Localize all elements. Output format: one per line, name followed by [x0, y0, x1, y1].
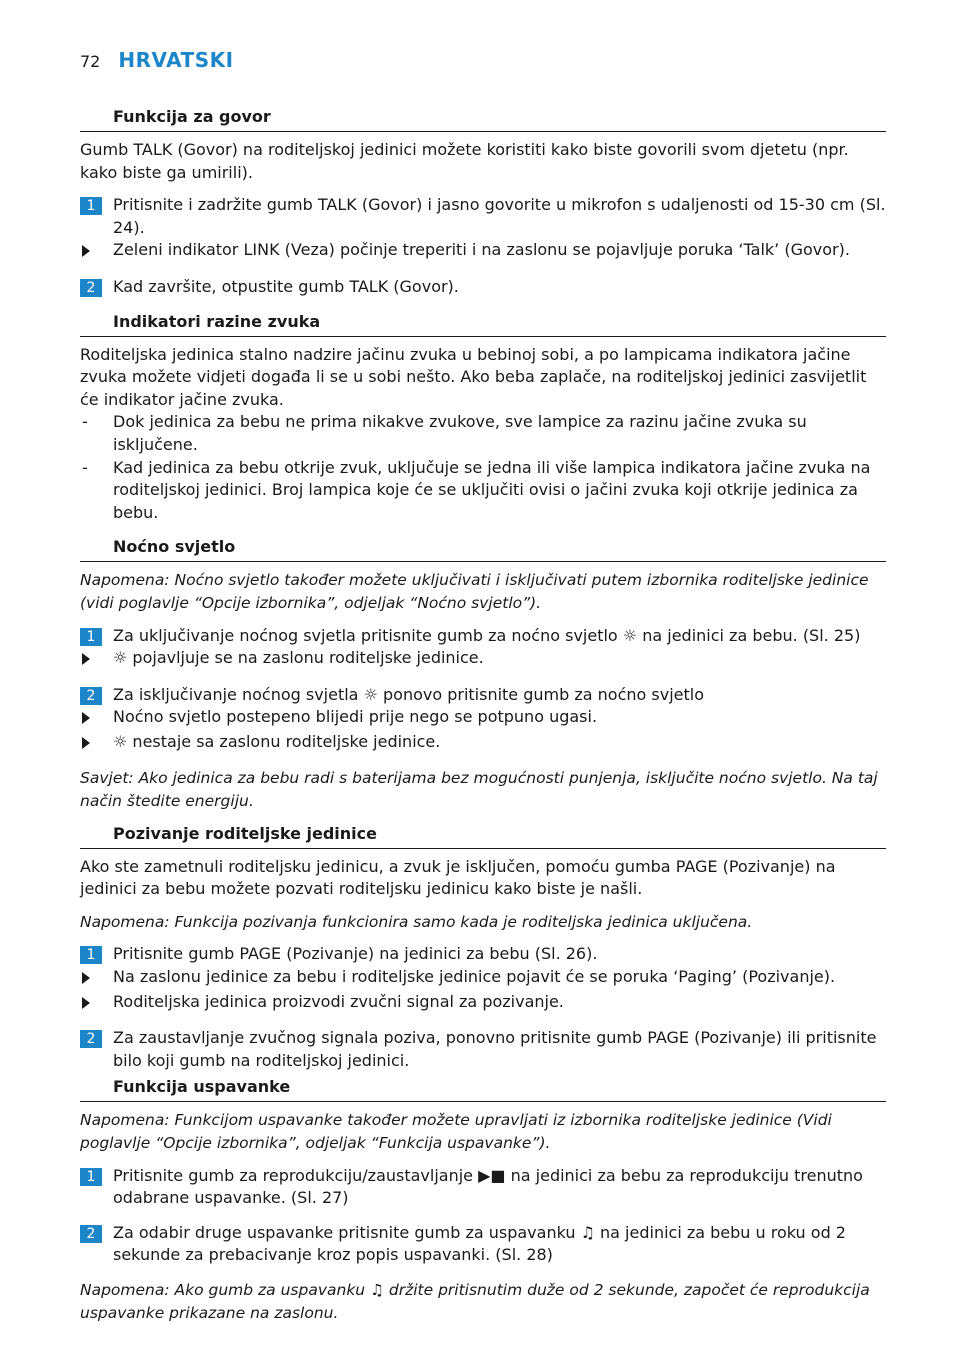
page-header [80, 48, 234, 74]
step-text: Za zaustavljanje zvučnog signala poziva, ponovno pritisnite gumb PAGE (Pozivanje) ili pritisnite bilo koji gumb na roditeljskoj jedinici. [113, 1028, 877, 1070]
step-item [80, 276, 886, 299]
section-intro: Roditeljska jedinica stalno nadzire jačinu zvuka u bebinoj sobi, a po lampicama indikatora jačine zvuka možete vidjeti događa li se u sobi nešto. Ako beba zaplače, na roditeljskoj jedinici zasvijetlit će indikator jačine zvuka. [80, 344, 867, 409]
result-arrow-icon [82, 972, 90, 984]
step-number: 1 [80, 946, 102, 964]
section-note: Napomena: Noćno svjetlo također možete uključivati i isključivati putem izbornika roditeljske jedinice (vidi poglavlje “Opcije izbornika”, odjeljak “Noćno svjetlo”). [80, 571, 869, 612]
result-text: ☼ nestaje sa zaslonu roditeljske jedinice. [113, 731, 441, 751]
section-note: Napomena: Funkcijom uspavanke također možete upravljati iz izbornika roditeljske jedinice (Vidi poglavlje “Opcije izbornika”, odjeljak “Funkcija uspavanke”). [80, 1111, 832, 1152]
result-item [80, 239, 886, 264]
section-note: Napomena: Ako gumb za uspavanku ♫ držite pritisnutim duže od 2 sekunde, započet će reprodukcija uspavanke prikazane na zaslonu. [80, 1280, 870, 1322]
result-arrow-icon [82, 997, 90, 1009]
result-arrow-icon [82, 737, 90, 749]
result-arrow-icon [82, 245, 90, 257]
section-title-talk: Funkcija za govor [80, 106, 886, 132]
step-number: 2 [80, 279, 102, 297]
result-text: Roditeljska jedinica proizvodi zvučni signal za pozivanje. [113, 991, 564, 1011]
page-number: 72 [80, 52, 101, 71]
section-title-sound-levels: Indikatori razine zvuka [80, 311, 886, 337]
step-text: Pritisnite gumb PAGE (Pozivanje) na jedinici za bebu (Sl. 26). [113, 944, 598, 964]
language-title: HRVATSKI [118, 48, 234, 72]
result-text: ☼ pojavljuje se na zaslonu roditeljske jedinice. [113, 648, 484, 668]
step-text: Za odabir druge uspavanke pritisnite gumb za uspavanku ♫ na jedinici za bebu u roku od 2 sekunde za prebacivanje kroz popis uspavanki. (Sl. 28) [113, 1222, 846, 1265]
result-item [80, 966, 886, 991]
step-item [80, 1027, 886, 1072]
step-text: Pritisnite gumb za reprodukciju/zaustavljanje ▶■ na jedinici za bebu za reprodukciju trenutno odabrane uspavanke. (Sl. 27) [113, 1165, 863, 1208]
section-title-paging: Pozivanje roditeljske jedinice [80, 823, 886, 849]
dash-item [80, 457, 886, 525]
section-title-lullaby: Funkcija uspavanke [80, 1076, 886, 1102]
step-item [80, 625, 886, 648]
step-text: Kad završite, otpustite gumb TALK (Govor). [113, 276, 459, 296]
section-note: Napomena: Funkcija pozivanja funkcionira samo kada je roditeljska jedinica uključena. [80, 912, 753, 931]
result-item [80, 991, 886, 1016]
result-item [80, 706, 886, 731]
dash-bullet: - [82, 412, 88, 432]
dash-text: Dok jedinica za bebu ne prima nikakve zvukove, sve lampice za razinu jačine zvuka su isključene. [113, 412, 807, 454]
step-text: Pritisnite i zadržite gumb TALK (Govor) i jasno govorite u mikrofon s udaljenosti od 15-30 cm (Sl. 24). [113, 195, 886, 237]
step-text: Za isključivanje noćnog svjetla ☼ ponovo pritisnite gumb za noćno svjetlo [113, 684, 704, 704]
page-content [80, 106, 886, 1334]
dash-text: Kad jedinica za bebu otkrije zvuk, uključuje se jedna ili više lampica indikatora jačine zvuka na roditeljskoj jedinici. Broj lampica koje će se uključiti ovisi o jačini zvuka koji otkrije jedinica za bebu. [113, 457, 871, 522]
result-arrow-icon [82, 653, 90, 665]
result-arrow-icon [82, 712, 90, 724]
result-item [80, 731, 886, 756]
step-item [80, 1165, 886, 1210]
step-number: 2 [80, 1225, 102, 1243]
step-item [80, 194, 886, 239]
step-text: Za uključivanje noćnog svjetla pritisnite gumb za noćno svjetlo ☼ na jedinici za bebu. (Sl. 25) [113, 625, 861, 645]
section-tip: Savjet: Ako jedinica za bebu radi s baterijama bez mogućnosti punjenja, isključite noćno svjetlo. Na taj način štedite energiju. [80, 769, 878, 811]
step-item [80, 1222, 886, 1267]
step-number: 1 [80, 1168, 102, 1186]
section-intro: Ako ste zametnuli roditeljsku jedinicu, a zvuk je isključen, pomoću gumba PAGE (Pozivanje) na jedinici za bebu možete pozvati roditeljsku jedinicu kako biste je našli. [80, 856, 836, 899]
step-number: 2 [80, 1030, 102, 1048]
step-item [80, 684, 886, 707]
result-text: Noćno svjetlo postepeno blijedi prije nego se potpuno ugasi. [113, 707, 598, 727]
dash-bullet: - [82, 457, 88, 477]
step-number: 2 [80, 687, 102, 705]
step-item [80, 943, 886, 966]
step-number: 1 [80, 197, 102, 215]
section-intro: Gumb TALK (Govor) na roditeljskoj jedinici možete koristiti kako biste govorili svom djetetu (npr. kako biste ga umirili). [80, 140, 849, 182]
section-title-night-light: Noćno svjetlo [80, 536, 886, 562]
result-text: Na zaslonu jedinice za bebu i roditeljske jedinice pojavit će se poruka ‘Paging’ (Pozivanje). [113, 967, 836, 987]
result-text: Zeleni indikator LINK (Veza) počinje treperiti i na zaslonu se pojavljuje poruka ‘Talk’ (Govor). [113, 240, 850, 260]
step-number: 1 [80, 628, 102, 646]
dash-item [80, 411, 886, 456]
result-item [80, 647, 886, 672]
